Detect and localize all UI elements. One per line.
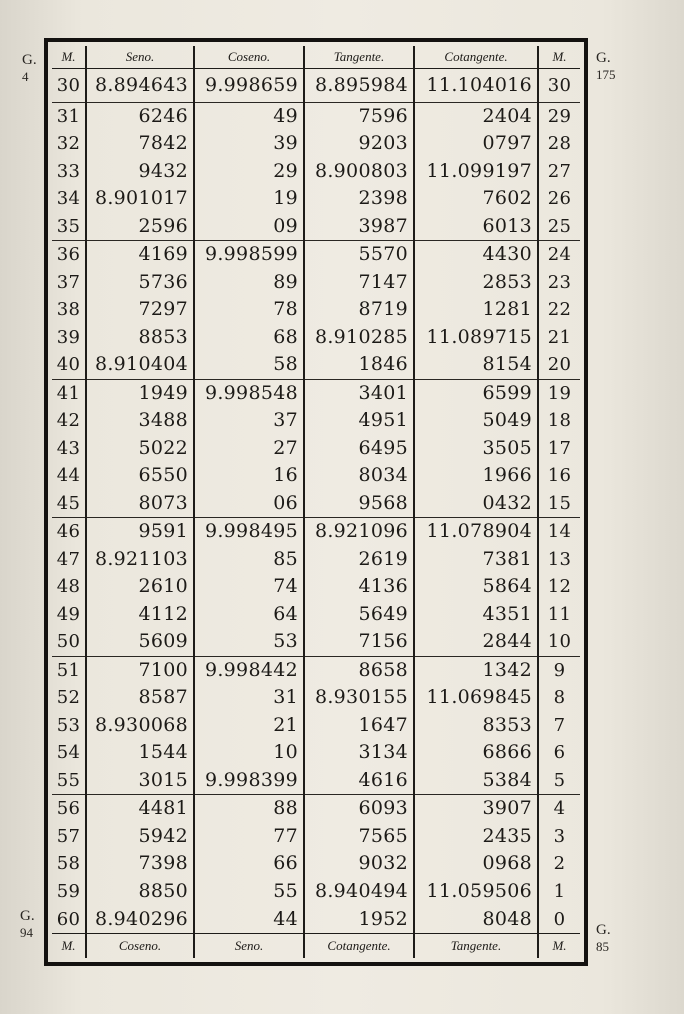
seno-cell: 9432 [86, 158, 194, 185]
coseno-cell: 64 [194, 601, 304, 628]
tangente-cell: 4951 [304, 407, 414, 434]
tangente-cell: 8.910285 [304, 324, 414, 351]
table-row [52, 269, 580, 296]
minute-right-cell: 3 [553, 825, 566, 847]
seno-cell: 2610 [86, 573, 194, 600]
table-row [52, 130, 580, 157]
tangente-cell: 2398 [304, 185, 414, 212]
minute-left-cell: 41 [52, 379, 86, 407]
minute-left-cell: 54 [52, 739, 86, 766]
cotangente-cell: 11.078904 [414, 518, 538, 546]
coseno-cell: 85 [194, 546, 304, 573]
header-row [52, 46, 580, 69]
cotangente-cell: 6599 [414, 379, 538, 407]
tangente-cell: 8719 [304, 296, 414, 323]
coseno-cell: 37 [194, 407, 304, 434]
minute-right-cell: 19 [547, 382, 572, 404]
coseno-cell: 88 [194, 795, 304, 823]
cotangente-cell: 1281 [414, 296, 538, 323]
cotangente-cell: 6013 [414, 213, 538, 241]
minute-left-cell: 57 [52, 823, 86, 850]
table-footer [52, 934, 580, 959]
seno-cell: 8587 [86, 684, 194, 711]
coseno-cell: 44 [194, 905, 304, 933]
cotangente-cell: 5049 [414, 407, 538, 434]
footer-cotangente: Cotangente. [304, 934, 414, 959]
tangente-cell: 3401 [304, 379, 414, 407]
table-row [52, 351, 580, 379]
header-coseno: Coseno. [194, 46, 304, 69]
coseno-cell: 53 [194, 628, 304, 656]
minute-left-cell: 49 [52, 601, 86, 628]
minute-left-cell: 51 [52, 656, 86, 684]
cotangente-cell: 3505 [414, 435, 538, 462]
margin-bottom-right [596, 922, 611, 955]
table-row [52, 823, 580, 850]
tangente-cell: 7147 [304, 269, 414, 296]
seno-cell: 1949 [86, 379, 194, 407]
table-row [52, 102, 580, 130]
seno-cell: 8.901017 [86, 185, 194, 212]
seno-cell: 5609 [86, 628, 194, 656]
cotangente-cell: 8353 [414, 712, 538, 739]
footer-minutes-left: M. [52, 934, 86, 959]
coseno-cell: 9.998599 [194, 241, 304, 269]
tangente-cell: 6495 [304, 435, 414, 462]
cotangente-cell: 8048 [414, 905, 538, 933]
minute-right-cell: 5 [538, 767, 580, 795]
table-row [52, 767, 580, 795]
coseno-cell: 19 [194, 185, 304, 212]
margin-bottom-left-label: G. [20, 908, 35, 924]
seno-cell: 8850 [86, 878, 194, 905]
seno-cell: 1544 [86, 739, 194, 766]
table-row [52, 656, 580, 684]
seno-cell: 3015 [86, 767, 194, 795]
table-row [52, 573, 580, 600]
tangente-cell: 4136 [304, 573, 414, 600]
tangente-cell: 8.900803 [304, 158, 414, 185]
footer-row [52, 934, 580, 959]
minute-right-cell: 20 [538, 351, 580, 379]
margin-top-right-label: G. [596, 50, 611, 66]
margin-bottom-left [20, 908, 35, 941]
cotangente-cell: 7381 [414, 546, 538, 573]
coseno-cell: 31 [194, 684, 304, 711]
seno-cell: 8853 [86, 324, 194, 351]
minute-right-cell: 14 [547, 521, 572, 543]
minute-left-cell: 50 [52, 628, 86, 656]
minute-right-cell: 13 [547, 548, 572, 570]
cotangente-cell: 5864 [414, 573, 538, 600]
minute-right-cell: 16 [547, 465, 572, 487]
coseno-cell: 49 [194, 102, 304, 130]
minute-right-cell: 30 [538, 69, 580, 103]
tangente-cell: 3987 [304, 213, 414, 241]
coseno-cell: 06 [194, 490, 304, 518]
minute-right-cell: 23 [547, 271, 572, 293]
table-row [52, 407, 580, 434]
margin-top-right-number: 175 [596, 67, 616, 82]
minute-left-cell: 60 [52, 905, 86, 933]
minute-left-cell: 46 [52, 518, 86, 546]
table-row [52, 684, 580, 711]
footer-minutes-right: M. [538, 934, 580, 959]
minute-left-cell: 58 [52, 850, 86, 877]
seno-cell: 7398 [86, 850, 194, 877]
minute-right-cell: 24 [547, 244, 572, 266]
margin-bottom-right-number: 85 [596, 939, 609, 954]
coseno-cell: 74 [194, 573, 304, 600]
table-row [52, 739, 580, 766]
cotangente-cell: 5384 [414, 767, 538, 795]
seno-cell: 2596 [86, 213, 194, 241]
coseno-cell: 89 [194, 269, 304, 296]
seno-cell: 4169 [86, 241, 194, 269]
minute-right-cell: 17 [547, 437, 572, 459]
table-body [52, 69, 580, 934]
table-row [52, 795, 580, 823]
cotangente-cell: 2853 [414, 269, 538, 296]
tangente-cell: 9568 [304, 490, 414, 518]
coseno-cell: 78 [194, 296, 304, 323]
minute-left-cell: 52 [52, 684, 86, 711]
cotangente-cell: 7602 [414, 185, 538, 212]
header-tangente: Tangente. [304, 46, 414, 69]
minute-right-cell: 7 [553, 714, 566, 736]
seno-cell: 8.894643 [86, 69, 194, 103]
margin-top-right [596, 50, 616, 83]
coseno-cell: 10 [194, 739, 304, 766]
seno-cell: 7297 [86, 296, 194, 323]
table-row [52, 69, 580, 103]
minute-left-cell: 56 [52, 795, 86, 823]
table-row [52, 435, 580, 462]
minute-left-cell: 30 [52, 69, 86, 103]
header-minutes-right: M. [538, 46, 580, 69]
table-row [52, 462, 580, 489]
tangente-cell: 9032 [304, 850, 414, 877]
coseno-cell: 9.998659 [194, 69, 304, 103]
cotangente-cell: 3907 [414, 795, 538, 823]
minute-left-cell: 42 [52, 407, 86, 434]
cotangente-cell: 11.059506 [414, 878, 538, 905]
coseno-cell: 16 [194, 462, 304, 489]
tangente-cell: 1846 [304, 351, 414, 379]
seno-cell: 7842 [86, 130, 194, 157]
seno-cell: 4112 [86, 601, 194, 628]
minute-left-cell: 31 [52, 102, 86, 130]
coseno-cell: 21 [194, 712, 304, 739]
seno-cell: 5022 [86, 435, 194, 462]
cotangente-cell: 11.089715 [414, 324, 538, 351]
table-row [52, 324, 580, 351]
tangente-cell: 7565 [304, 823, 414, 850]
coseno-cell: 66 [194, 850, 304, 877]
minute-right-cell: 12 [547, 576, 572, 598]
tangente-cell: 2619 [304, 546, 414, 573]
tangente-cell: 9203 [304, 130, 414, 157]
coseno-cell: 58 [194, 351, 304, 379]
seno-cell: 7100 [86, 656, 194, 684]
minute-left-cell: 37 [52, 269, 86, 296]
coseno-cell: 77 [194, 823, 304, 850]
tangente-cell: 8034 [304, 462, 414, 489]
coseno-cell: 68 [194, 324, 304, 351]
minute-right-cell: 28 [547, 133, 572, 155]
minute-left-cell: 53 [52, 712, 86, 739]
minute-left-cell: 40 [52, 351, 86, 379]
seno-cell: 8.921103 [86, 546, 194, 573]
tangente-cell: 8658 [304, 656, 414, 684]
coseno-cell: 9.998442 [194, 656, 304, 684]
tangente-cell: 8.895984 [304, 69, 414, 103]
cotangente-cell: 8154 [414, 351, 538, 379]
footer-coseno: Coseno. [86, 934, 194, 959]
cotangente-cell: 6866 [414, 739, 538, 766]
minute-left-cell: 59 [52, 878, 86, 905]
minute-left-cell: 55 [52, 767, 86, 795]
seno-cell: 8073 [86, 490, 194, 518]
cotangente-cell: 1966 [414, 462, 538, 489]
minute-right-cell: 15 [538, 490, 580, 518]
coseno-cell: 29 [194, 158, 304, 185]
table-row [52, 712, 580, 739]
margin-top-left [22, 52, 37, 85]
tangente-cell: 8.930155 [304, 684, 414, 711]
table-row [52, 878, 580, 905]
tangente-cell: 5649 [304, 601, 414, 628]
minute-right-cell: 22 [547, 299, 572, 321]
cotangente-cell: 0432 [414, 490, 538, 518]
cotangente-cell: 2435 [414, 823, 538, 850]
tangente-cell: 1647 [304, 712, 414, 739]
coseno-cell: 27 [194, 435, 304, 462]
table-row [52, 158, 580, 185]
tangente-cell: 7156 [304, 628, 414, 656]
cotangente-cell: 4430 [414, 241, 538, 269]
cotangente-cell: 0968 [414, 850, 538, 877]
header-minutes-left: M. [52, 46, 86, 69]
table-row [52, 213, 580, 241]
seno-cell: 3488 [86, 407, 194, 434]
cotangente-cell: 11.069845 [414, 684, 538, 711]
minute-left-cell: 35 [52, 213, 86, 241]
coseno-cell: 9.998495 [194, 518, 304, 546]
minute-left-cell: 36 [52, 241, 86, 269]
minute-right-cell: 4 [553, 798, 566, 820]
coseno-cell: 9.998399 [194, 767, 304, 795]
cotangente-cell: 2404 [414, 102, 538, 130]
log-trig-table [52, 46, 580, 958]
minute-right-cell: 18 [547, 410, 572, 432]
table-row [52, 601, 580, 628]
margin-top-left-label: G. [22, 52, 37, 68]
minute-right-cell: 9 [553, 659, 566, 681]
table-row [52, 905, 580, 933]
minute-right-cell: 10 [538, 628, 580, 656]
tangente-cell: 8.921096 [304, 518, 414, 546]
table-row [52, 850, 580, 877]
seno-cell: 6246 [86, 102, 194, 130]
minute-right-cell: 8 [553, 687, 566, 709]
tangente-cell: 5570 [304, 241, 414, 269]
minute-right-cell: 26 [547, 188, 572, 210]
minute-right-cell: 29 [547, 105, 572, 127]
tangente-cell: 7596 [304, 102, 414, 130]
cotangente-cell: 11.099197 [414, 158, 538, 185]
table-row [52, 546, 580, 573]
margin-top-left-number: 4 [22, 69, 29, 84]
cotangente-cell: 1342 [414, 656, 538, 684]
tangente-cell: 4616 [304, 767, 414, 795]
minute-left-cell: 33 [52, 158, 86, 185]
table-row [52, 241, 580, 269]
minute-right-cell: 6 [553, 742, 566, 764]
seno-cell: 8.940296 [86, 905, 194, 933]
minute-left-cell: 45 [52, 490, 86, 518]
coseno-cell: 09 [194, 213, 304, 241]
tangente-cell: 3134 [304, 739, 414, 766]
minute-left-cell: 47 [52, 546, 86, 573]
margin-bottom-right-label: G. [596, 922, 611, 938]
table-row [52, 490, 580, 518]
header-cotangente: Cotangente. [414, 46, 538, 69]
cotangente-cell: 4351 [414, 601, 538, 628]
seno-cell: 8.930068 [86, 712, 194, 739]
margin-bottom-left-number: 94 [20, 925, 33, 940]
table-row [52, 185, 580, 212]
cotangente-cell: 2844 [414, 628, 538, 656]
table-row [52, 296, 580, 323]
minute-left-cell: 44 [52, 462, 86, 489]
minute-left-cell: 43 [52, 435, 86, 462]
header-seno: Seno. [86, 46, 194, 69]
minute-right-cell: 2 [553, 853, 566, 875]
minute-right-cell: 25 [538, 213, 580, 241]
footer-seno: Seno. [194, 934, 304, 959]
minute-right-cell: 0 [553, 908, 566, 930]
cotangente-cell: 11.104016 [414, 69, 538, 103]
seno-cell: 9591 [86, 518, 194, 546]
table-row [52, 518, 580, 546]
coseno-cell: 9.998548 [194, 379, 304, 407]
coseno-cell: 55 [194, 878, 304, 905]
tangente-cell: 1952 [304, 905, 414, 933]
tangente-cell: 6093 [304, 795, 414, 823]
minute-left-cell: 39 [52, 324, 86, 351]
minute-left-cell: 38 [52, 296, 86, 323]
minute-left-cell: 32 [52, 130, 86, 157]
table-row [52, 379, 580, 407]
seno-cell: 5942 [86, 823, 194, 850]
minute-left-cell: 34 [52, 185, 86, 212]
tangente-cell: 8.940494 [304, 878, 414, 905]
minute-right-cell: 21 [547, 326, 572, 348]
seno-cell: 6550 [86, 462, 194, 489]
minute-right-cell: 11 [547, 603, 572, 625]
seno-cell: 4481 [86, 795, 194, 823]
table-row [52, 628, 580, 656]
footer-tangente: Tangente. [414, 934, 538, 959]
seno-cell: 5736 [86, 269, 194, 296]
minute-right-cell: 27 [547, 160, 572, 182]
table-header [52, 46, 580, 69]
minute-right-cell: 1 [553, 880, 566, 902]
minute-left-cell: 48 [52, 573, 86, 600]
cotangente-cell: 0797 [414, 130, 538, 157]
coseno-cell: 39 [194, 130, 304, 157]
seno-cell: 8.910404 [86, 351, 194, 379]
